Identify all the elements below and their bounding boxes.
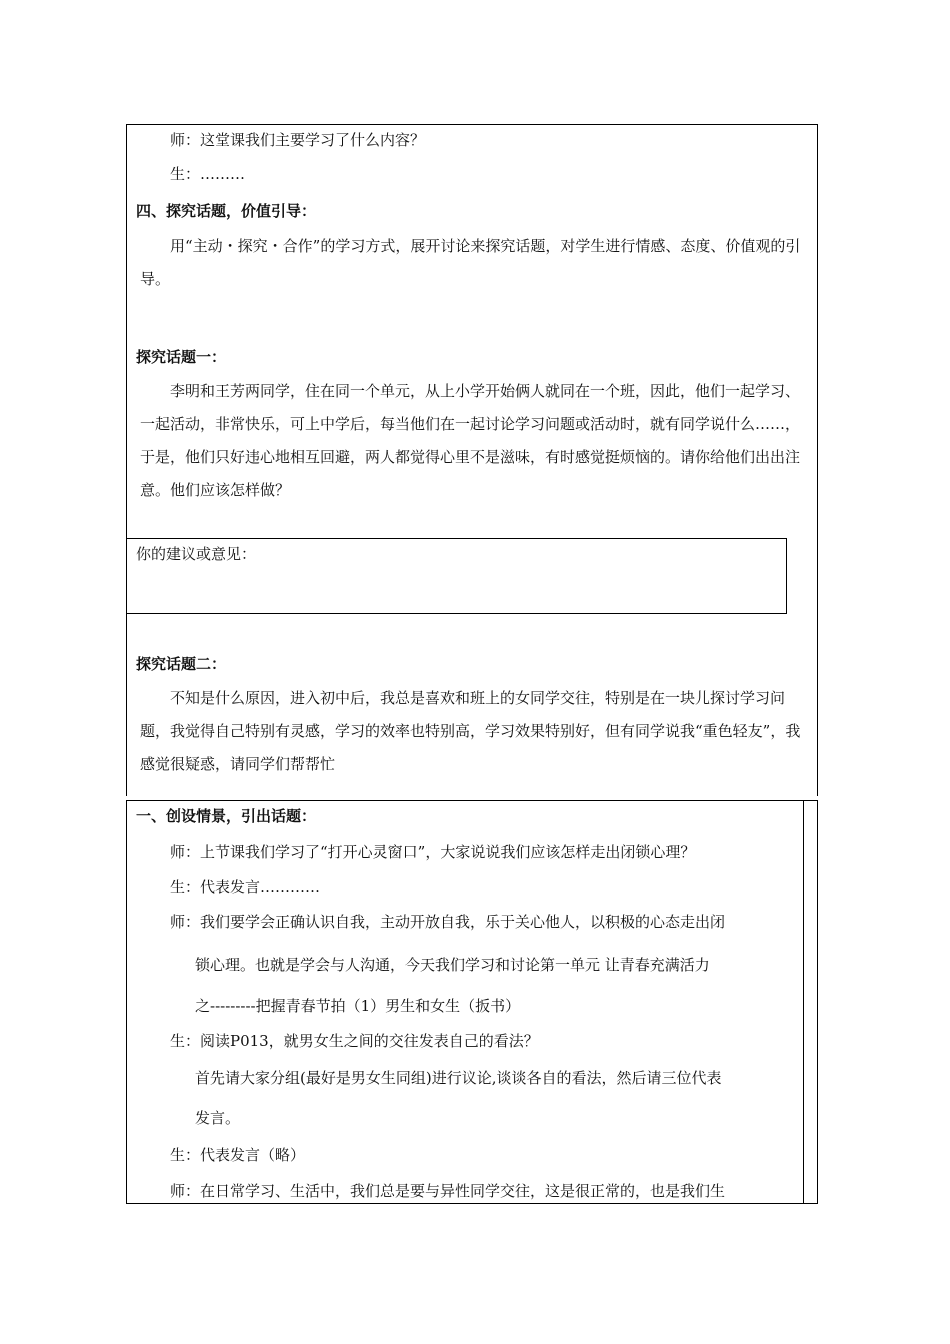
teacher-line-2c: 之---------把握青春节拍（1）男生和女生（扳书） (195, 997, 521, 1015)
student-line-2: 生：阅读P013，就男女生之间的交往发表自己的看法？ (170, 1032, 539, 1050)
teacher-line-3: 师：在日常学习、生活中，我们总是要与异性同学交往，这是很正常的，也是我们生 (170, 1182, 726, 1200)
teacher-question-line: 师：这堂课我们主要学习了什么内容？ (170, 131, 426, 149)
group-instruction-a: 首先请大家分组(最好是男女生同组)进行议论,谈谈各自的看法，然后请三位代表 (195, 1069, 722, 1087)
topic-two-paragraph: 不知是什么原因，进入初中后，我总是喜欢和班上的女同学交往，特别是在一块儿探讨学习问题，我觉得自己特别有灵感，学习的效率也特别高，学习效果特别好，但有同学说我“重色轻友”，我感觉很疑惑，请同学们帮帮忙 (140, 689, 801, 773)
topic-one-paragraph: 李明和王芳两同学，住在同一个单元，从上小学开始俩人就同在一个班，因此，他们一起学习、一起活动，非常快乐，可上中学后，每当他们在一起讨论学习问题或活动时，就有同学说什么……，于是，他们只好违心地相互回避，两人都觉得心里不是滋味，有时感觉挺烦恼的。请你给他们出出注意。他们应该怎样做？ (140, 382, 801, 499)
teacher-line-2b: 锁心理。也就是学会与人沟通，今天我们学习和讨论第一单元 让青春充满活力 (195, 956, 710, 974)
teacher-line-1: 师：上节课我们学习了“打开心灵窗口”，大家说说我们应该怎样走出闭锁心理？ (170, 843, 696, 861)
section-four-paragraph: 用“主动・探究・合作”的学习方式，展开讨论来探究话题，对学生进行情感、态度、价值观的引导。 (140, 237, 801, 288)
topic-one-title: 探究话题一： (136, 348, 227, 366)
section-one-title: 一、创设情景，引出话题： (136, 807, 317, 825)
suggestion-label: 你的建议或意见： (136, 545, 257, 563)
student-line-1: 生：代表发言………… (170, 878, 321, 896)
teacher-line-2a: 师：我们要学会正确认识自我，主动开放自我，乐于关心他人，以积极的心态走出闭 (170, 913, 726, 931)
student-answer-line: 生：……… (170, 165, 246, 183)
topic-two-title: 探究话题二： (136, 655, 227, 673)
group-instruction-b: 发言。 (195, 1109, 241, 1127)
student-line-3: 生：代表发言（略） (170, 1146, 306, 1164)
lower-inner-border (803, 800, 804, 1204)
section-four-title: 四、探究话题，价值引导： (136, 202, 317, 220)
